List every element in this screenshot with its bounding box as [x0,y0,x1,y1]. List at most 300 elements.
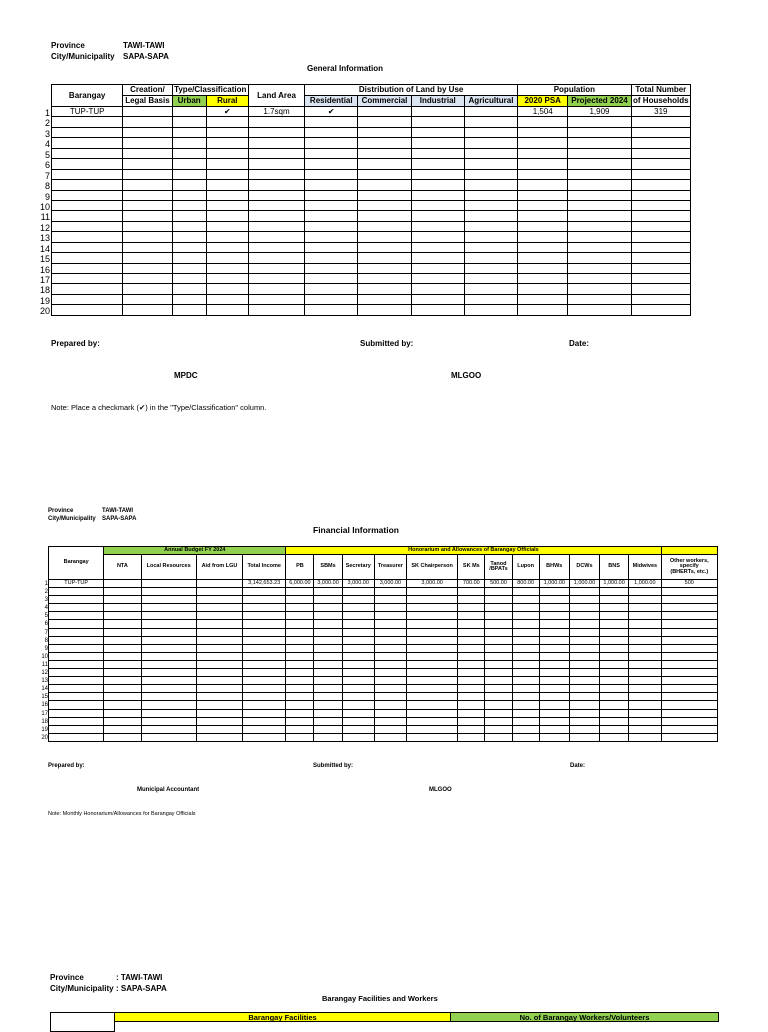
table-cell-land-area [248,284,304,294]
row-numbers [36,108,50,317]
note: Note: Place a checkmark (✔) in the "Type/Classification" column. [51,403,267,412]
table-cell-residential [305,138,358,148]
table-cell-barangay [52,232,123,242]
table-row [49,588,718,596]
table-cell-secretary [342,660,374,668]
table-cell-residential: ✔ [305,107,358,117]
table-cell-commercial [358,253,411,263]
table-cell-residential [305,180,358,190]
table-cell-barangay [49,733,104,741]
table-cell-commercial [358,274,411,284]
table-cell-agricultural [464,305,517,315]
table-row [49,725,718,733]
table-cell-dcws [569,701,599,709]
table-cell-secretary [342,636,374,644]
table-cell-secretary [342,588,374,596]
table-cell-bhws [539,636,569,644]
table-cell-industrial [411,294,464,304]
table-cell-nta [104,620,141,628]
table-cell-bhws [539,693,569,701]
table-cell-agricultural [464,127,517,137]
table-cell-aid-lgu [196,604,242,612]
table-cell-psa2020 [518,253,568,263]
table-cell-psa2020 [518,127,568,137]
row-number: 18 [39,285,50,296]
table-cell-midwives [629,701,661,709]
table-cell-households: 319 [631,107,690,117]
table-cell-lupon [512,596,539,604]
table-cell-treasurer [374,717,406,725]
table-cell-urban [172,263,206,273]
table-cell-total-income [243,669,286,677]
table-cell-urban [172,305,206,315]
table-cell-rural [206,263,248,273]
table-cell-projected2024 [568,138,631,148]
table-cell-total-income [243,685,286,693]
table-cell-urban [172,274,206,284]
table-cell-bns [600,733,629,741]
header-agricultural: Agricultural [464,96,517,107]
table-cell-psa2020 [518,148,568,158]
table-cell-rural [206,305,248,315]
table-cell-total-income [243,701,286,709]
table-cell-projected2024 [568,127,631,137]
table-cell-treasurer [374,636,406,644]
table-cell-agricultural [464,190,517,200]
table-cell-aid-lgu [196,636,242,644]
table-cell-commercial [358,159,411,169]
table-cell-residential [305,159,358,169]
table-cell-agricultural [464,148,517,158]
table-cell-rural [206,221,248,231]
table-cell-agricultural [464,169,517,179]
table-row [49,612,718,620]
table-cell-sk-chair [406,725,457,733]
table-cell-sbms [314,685,342,693]
table-cell-projected2024 [568,159,631,169]
table-cell-psa2020 [518,180,568,190]
table-cell-secretary [342,604,374,612]
table-cell-projected2024 [568,284,631,294]
table-cell-barangay [49,725,104,733]
table-cell-sk-chair [406,669,457,677]
table-cell-projected2024 [568,305,631,315]
table-cell-bns [600,628,629,636]
table-row [52,284,691,294]
table-cell-midwives [629,620,661,628]
table-cell-sbms [314,677,342,685]
table-cell-other [661,604,717,612]
page-title: Financial Information [313,525,399,535]
table-cell-total-income [243,620,286,628]
table-cell-bns: 1,000.00 [600,580,629,588]
table-cell-nta [104,604,141,612]
table-cell-bns [600,725,629,733]
row-number: 2 [44,118,50,129]
table-cell-sk-chair [406,620,457,628]
table-cell-psa2020 [518,274,568,284]
row-number: 16 [39,264,50,275]
table-cell-households [631,159,690,169]
table-cell-total-income: 3,142,653.23 [243,580,286,588]
table-cell-bns [600,693,629,701]
table-cell-pb: 6,000.00 [286,580,314,588]
table-cell-secretary [342,685,374,693]
header-barangay: Barangay [49,547,104,580]
table-cell-dcws [569,596,599,604]
table-cell-total-income [243,588,286,596]
table-cell-sk-ms [458,677,485,685]
table-cell-midwives [629,717,661,725]
city-value: SAPA-SAPA [102,516,137,522]
table-cell-sk-ms [458,636,485,644]
table-cell-households [631,284,690,294]
table-cell-bhws [539,596,569,604]
table-cell-psa2020 [518,200,568,210]
table-cell-secretary: 3,000.00 [342,580,374,588]
table-cell-tanod [485,628,512,636]
table-cell-local-resources [141,588,196,596]
table-cell-industrial [411,180,464,190]
table-row [52,190,691,200]
header-barangay-workers: No. of Barangay Workers/Volunteers [451,1012,719,1022]
table-cell-sk-ms [458,717,485,725]
city-label: City/Municipality [51,52,115,61]
table-cell-sk-ms [458,660,485,668]
table-cell-sk-ms [458,693,485,701]
table-cell-aid-lgu [196,733,242,741]
table-cell-treasurer [374,685,406,693]
table-cell-projected2024 [568,221,631,231]
table-cell-bns [600,596,629,604]
financial-info-table [48,546,718,742]
province-value: TAWI-TAWI [102,508,134,514]
table-cell-industrial [411,284,464,294]
table-cell-creation [123,284,172,294]
table-cell-treasurer [374,612,406,620]
table-cell-local-resources [141,580,196,588]
table-cell-sk-ms [458,644,485,652]
table-cell-treasurer [374,693,406,701]
table-cell-sbms [314,717,342,725]
header-sk-chair: SK Chairperson [406,555,457,580]
table-cell-land-area [248,159,304,169]
table-cell-secretary [342,652,374,660]
table-cell-other [661,628,717,636]
row-number: 14 [39,243,50,254]
table-cell-nta [104,677,141,685]
table-cell-land-area [248,232,304,242]
table-cell-secretary [342,709,374,717]
table-cell-barangay [52,274,123,284]
table-cell-sbms [314,660,342,668]
table-cell-rural [206,294,248,304]
table-cell-tanod [485,709,512,717]
table-cell-dcws [569,604,599,612]
table-row [49,636,718,644]
table-cell-midwives [629,725,661,733]
table-row [49,596,718,604]
table-cell-rural [206,253,248,263]
table-cell-nta [104,660,141,668]
table-cell-psa2020 [518,190,568,200]
table-cell-midwives [629,677,661,685]
table-cell-sk-ms [458,685,485,693]
table-cell-lupon [512,717,539,725]
table-row [49,580,718,588]
table-cell-pb [286,701,314,709]
table-cell-urban [172,117,206,127]
table-cell-barangay [49,612,104,620]
table-cell-bns [600,612,629,620]
table-cell-creation [123,117,172,127]
table-cell-barangay [52,169,123,179]
table-cell-creation [123,242,172,252]
table-cell-midwives [629,733,661,741]
table-cell-total-income [243,612,286,620]
table-cell-secretary [342,644,374,652]
table-cell-pb [286,725,314,733]
table-row [49,644,718,652]
header-honorarium: Honorarium and Allowances of Barangay Officials [286,547,661,555]
table-row [49,604,718,612]
table-cell-industrial [411,253,464,263]
header-2020-psa: 2020 PSA [518,96,568,107]
table-cell-local-resources [141,660,196,668]
table-cell-total-income [243,733,286,741]
table-cell-lupon [512,612,539,620]
table-cell-pb [286,733,314,741]
table-cell-bns [600,717,629,725]
table-cell-local-resources [141,612,196,620]
table-cell-barangay: TUP-TUP [52,107,123,117]
table-cell-nta [104,644,141,652]
table-cell-lupon [512,701,539,709]
table-cell-bhws [539,604,569,612]
table-cell-sbms [314,733,342,741]
table-cell-urban [172,190,206,200]
table-cell-barangay [49,644,104,652]
header-barangay-facilities: Barangay Facilities [115,1012,451,1022]
table-cell-projected2024 [568,169,631,179]
table-cell-urban [172,253,206,263]
province-value: TAWI-TAWI [123,41,165,50]
table-cell-projected2024 [568,274,631,284]
table-cell-households [631,253,690,263]
table-cell-agricultural [464,242,517,252]
table-cell-agricultural [464,117,517,127]
table-cell-tanod [485,701,512,709]
table-cell-creation [123,169,172,179]
table-cell-urban [172,138,206,148]
table-cell-pb [286,669,314,677]
table-cell-nta [104,628,141,636]
table-cell-midwives [629,652,661,660]
table-cell-dcws [569,717,599,725]
header-barangay: Barangay [52,85,123,107]
table-cell-commercial [358,232,411,242]
table-cell-bhws [539,701,569,709]
submitted-by-label: Submitted by: [360,339,414,348]
table-cell-barangay [52,263,123,273]
table-cell-households [631,263,690,273]
row-number: 13 [41,678,48,685]
table-cell-sk-chair [406,636,457,644]
table-row [52,253,691,263]
table-cell-pb [286,636,314,644]
table-cell-psa2020 [518,159,568,169]
table-cell-barangay [52,294,123,304]
table-cell-rural: ✔ [206,107,248,117]
table-cell-land-area [248,211,304,221]
prepared-by-label: Prepared by: [51,339,100,348]
city-value: SAPA-SAPA [123,52,169,61]
table-cell-sk-ms [458,669,485,677]
header-total-number: Total Number [631,85,690,96]
table-cell-residential [305,127,358,137]
table-cell-urban [172,242,206,252]
table-cell-barangay [52,284,123,294]
table-row [49,620,718,628]
table-cell-treasurer [374,620,406,628]
table-cell-urban [172,221,206,231]
table-cell-barangay [49,628,104,636]
table-cell-treasurer [374,644,406,652]
table-cell-sbms [314,628,342,636]
table-cell-nta [104,580,141,588]
table-cell-projected2024 [568,180,631,190]
table-cell-land-area [248,305,304,315]
table-cell-pb [286,709,314,717]
table-cell-barangay [49,701,104,709]
table-cell-industrial [411,190,464,200]
table-cell-land-area [248,190,304,200]
table-cell-bns [600,588,629,596]
table-cell-households [631,294,690,304]
table-row [49,693,718,701]
table-row [49,660,718,668]
table-cell-treasurer [374,652,406,660]
table-cell-dcws [569,669,599,677]
table-row [49,733,718,741]
table-cell-aid-lgu [196,644,242,652]
table-cell-sk-chair [406,628,457,636]
table-cell-total-income [243,677,286,685]
table-cell-sbms [314,669,342,677]
table-cell-residential [305,253,358,263]
table-row [52,159,691,169]
row-number: 8 [44,637,48,644]
table-cell-residential [305,200,358,210]
table-cell-projected2024 [568,148,631,158]
table-cell-tanod [485,612,512,620]
table-cell-barangay [49,620,104,628]
table-cell-bhws [539,717,569,725]
table-cell-bns [600,669,629,677]
table-cell-residential [305,190,358,200]
table-cell-dcws [569,733,599,741]
table-row [52,221,691,231]
table-cell-other [661,644,717,652]
table-cell-agricultural [464,232,517,242]
table-cell-dcws [569,644,599,652]
table-cell-sk-ms [458,733,485,741]
table-cell-aid-lgu [196,652,242,660]
table-cell-midwives [629,709,661,717]
header-bns: BNS [600,555,629,580]
table-row [52,200,691,210]
table-cell-barangay [49,669,104,677]
table-cell-industrial [411,305,464,315]
submitted-by-label: Submitted by: [313,763,353,769]
table-cell-agricultural [464,138,517,148]
table-cell-barangay [52,253,123,263]
table-cell-lupon [512,725,539,733]
table-cell-lupon [512,628,539,636]
header-blank [661,547,717,555]
table-cell-lupon [512,620,539,628]
row-number: 6 [44,621,48,628]
table-cell-creation [123,180,172,190]
table-cell-local-resources [141,693,196,701]
row-number: 4 [44,139,50,150]
table-cell-barangay [52,180,123,190]
table-cell-projected2024 [568,294,631,304]
table-cell-dcws [569,652,599,660]
table-cell-residential [305,274,358,284]
table-cell-lupon [512,652,539,660]
header-lupon: Lupon [512,555,539,580]
table-cell-aid-lgu [196,612,242,620]
table-cell-other [661,596,717,604]
table-cell-bhws [539,677,569,685]
row-number: 7 [44,170,50,181]
table-cell-secretary [342,717,374,725]
table-cell-tanod [485,685,512,693]
table-cell-secretary [342,669,374,677]
row-number: 5 [44,613,48,620]
table-cell-midwives [629,612,661,620]
table-cell-psa2020 [518,263,568,273]
province-label: Province [51,41,85,50]
table-cell-industrial [411,117,464,127]
table-cell-nta [104,733,141,741]
header-sk-ms: SK Ms [458,555,485,580]
table-cell-tanod [485,636,512,644]
row-number: 3 [44,128,50,139]
table-cell-total-income [243,652,286,660]
table-cell-midwives: 1,000.00 [629,580,661,588]
table-cell-land-area [248,294,304,304]
table-cell-barangay [49,717,104,725]
table-cell-rural [206,180,248,190]
table-cell-agricultural [464,211,517,221]
table-cell-residential [305,232,358,242]
table-cell-nta [104,652,141,660]
table-cell-projected2024 [568,200,631,210]
table-cell-bhws [539,669,569,677]
table-cell-agricultural [464,274,517,284]
table-cell-pb [286,693,314,701]
table-cell-lupon [512,636,539,644]
table-cell-tanod [485,725,512,733]
row-number: 17 [39,275,50,285]
table-cell-rural [206,274,248,284]
prepared-by-label: Prepared by: [48,763,85,769]
table-cell-local-resources [141,644,196,652]
header-creation: Creation/ [123,85,172,96]
table-cell-local-resources [141,628,196,636]
